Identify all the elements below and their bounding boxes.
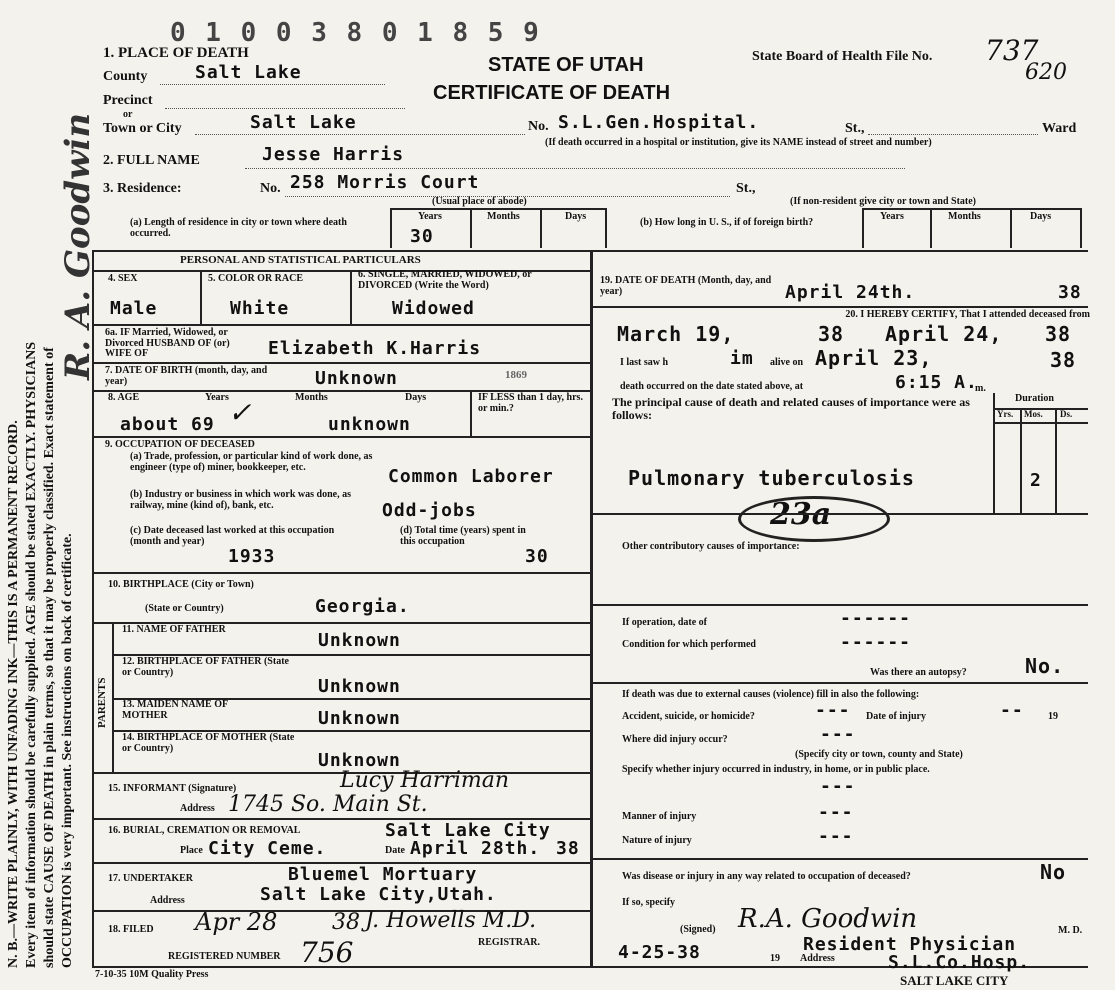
registered-number-value: 756 — [300, 936, 354, 969]
last-saw-value: April 23, — [815, 346, 933, 370]
nonresident-note: (If non-resident give city or town and State) — [790, 196, 977, 207]
informant-label: 15. INFORMANT (Signature) — [108, 783, 237, 794]
birthplace-value: Georgia. — [315, 596, 410, 617]
signed-year-prefix: 19 — [770, 953, 780, 964]
md-label: M. D. — [1058, 925, 1083, 936]
if-so-specify-label: If so, specify — [622, 897, 676, 908]
us-months-label: Months — [948, 211, 981, 222]
usual-abode-note: (Usual place of abode) — [432, 196, 527, 207]
age-days-label: Days — [405, 392, 427, 403]
cause-label: The principal cause of death and related causes of importance were as follows: — [612, 395, 970, 422]
occupation-b-value: Odd-jobs — [382, 500, 477, 521]
attended-from-year: 38 — [818, 322, 845, 346]
alive-on-label: alive on — [770, 357, 804, 368]
attended-to-value: April 24, — [885, 322, 1003, 346]
manner-injury-label: Manner of injury — [622, 811, 697, 822]
residence-st-label: St., — [736, 181, 756, 196]
form-footer: 7-10-35 10M Quality Press — [95, 969, 209, 980]
age-days-value: unknown — [328, 414, 411, 435]
specify-place-note: (Specify city or town, county and State) — [795, 749, 963, 760]
informant-signature: Lucy Harriman — [340, 768, 510, 793]
cause-value: Pulmonary tuberculosis — [628, 466, 915, 490]
other-causes-label: Other contributory causes of importance: — [622, 541, 800, 552]
res-days-label: Days — [565, 211, 587, 222]
physician-address-label: Address — [800, 953, 835, 964]
occupation-related-label: Was disease or injury in any way related to occupation of deceased? — [622, 871, 911, 882]
occupation-a-label: (a) Trade, profession, or particular kind of work done, as engineer (type of) miner, bookkeeper, etc. — [130, 451, 373, 473]
last-saw-year: 38 — [1050, 348, 1077, 372]
burial-value: Salt Lake City — [385, 820, 551, 841]
filed-label: 18. FILED — [108, 924, 154, 935]
undertaker-value: Bluemel Mortuary — [288, 864, 478, 885]
accident-dash: --- — [815, 700, 851, 721]
age-value: about 69 — [120, 414, 215, 435]
injury-date-label: Date of injury — [866, 711, 926, 722]
nature-injury-dash: --- — [818, 826, 854, 847]
father-birthplace-value: Unknown — [318, 676, 401, 697]
where-injury-dash: --- — [820, 724, 856, 745]
marital-label: 6. SINGLE, MARRIED, WIDOWED, or DIVORCED (Write the Word) — [358, 269, 532, 291]
cause-code-value: 23a — [770, 497, 832, 532]
mother-value: Unknown — [318, 708, 401, 729]
death-time-value: 6:15 A. — [895, 372, 978, 393]
state-title: STATE OF UTAH — [488, 54, 644, 76]
spouse-value: Elizabeth K.Harris — [268, 338, 482, 359]
county-value: Salt Lake — [195, 62, 302, 83]
age-check-mark: ✓ — [228, 396, 252, 429]
place-of-death-label: 1. PLACE OF DEATH — [103, 45, 249, 61]
burial-place-label: Place — [180, 845, 203, 856]
condition-label: Condition for which performed — [622, 639, 756, 650]
town-label: Town or City — [103, 121, 182, 136]
specify-injury-label: Specify whether injury occurred in industry, in home, or in public place. — [622, 764, 930, 775]
side-note-1: N. B.—WRITE PLAINLY, WITH UNFADING INK—THIS IS A PERMANENT RECORD. — [6, 420, 21, 968]
undertaker-address-value: Salt Lake City,Utah. — [260, 884, 497, 905]
burial-date-value: April 28th. — [410, 838, 541, 859]
personal-header: PERSONAL AND STATISTICAL PARTICULARS — [180, 254, 421, 266]
file-number-label: State Board of Health File No. — [752, 49, 933, 64]
age-years-label: Years — [205, 392, 229, 403]
autopsy-label: Was there an autopsy? — [870, 667, 967, 678]
hospital-note: (If death occurred in a hospital or institution, give its NAME instead of street and number) — [545, 137, 932, 148]
external-causes-label: If death was due to external causes (violence) fill in also the following: — [622, 689, 920, 700]
foreign-birth-label: (b) How long in U. S., if of foreign birth? — [640, 217, 814, 228]
age-label: 8. AGE — [108, 392, 140, 403]
precinct-label: Precinct — [103, 93, 153, 108]
registrar-signature: J. Howells M.D. — [365, 908, 537, 933]
residence-no-label: No. — [260, 181, 281, 196]
occupation-label: 9. OCCUPATION OF DECEASED — [105, 439, 255, 450]
ward-label: Ward — [1042, 121, 1077, 136]
or-label: or — [123, 109, 133, 120]
serial-number: 0 1 0 0 3 8 0 1 8 5 9 — [170, 18, 541, 48]
res-months-label: Months — [487, 211, 520, 222]
full-name-value: Jesse Harris — [262, 144, 405, 165]
us-years-label: Years — [880, 211, 904, 222]
father-value: Unknown — [318, 630, 401, 651]
attended-from-value: March 19, — [617, 322, 735, 346]
us-days-label: Days — [1030, 211, 1052, 222]
accident-label: Accident, suicide, or homicide? — [622, 711, 755, 722]
cause-duration-value: 2 — [1030, 470, 1042, 491]
mother-birthplace-value: Unknown — [318, 750, 401, 771]
dob-label: 7. DATE OF BIRTH (month, day, and year) — [105, 365, 268, 387]
father-label: 11. NAME OF FATHER — [122, 624, 226, 635]
informant-address-value: 1745 So. Main St. — [228, 792, 428, 817]
injury-year-prefix: 19 — [1048, 711, 1058, 722]
physician-signature: R.A. Goodwin — [738, 904, 918, 934]
signed-date-value: 4-25-38 — [618, 942, 701, 963]
residence-label: 3. Residence: — [103, 181, 182, 196]
specify-injury-dash: --- — [820, 776, 856, 797]
hospital-value: S.L.Gen.Hospital. — [558, 112, 760, 133]
last-saw-label: I last saw h — [620, 357, 669, 368]
side-note-3: should state CAUSE OF DEATH in plain terms, so that it may be properly classified. Exact statement of — [42, 347, 57, 968]
operation-dash: ------ — [840, 608, 912, 629]
burial-year-value: 38 — [556, 838, 580, 859]
manner-injury-dash: --- — [818, 802, 854, 823]
color-label: 5. COLOR OR RACE — [208, 273, 304, 284]
street-label: St., — [845, 121, 865, 136]
informant-address-label: Address — [180, 803, 215, 814]
last-saw-pronoun: im — [730, 348, 754, 369]
burial-place-value: City Ceme. — [208, 838, 327, 859]
physician-city-value: SALT LAKE CITY — [900, 973, 1009, 988]
county-label: County — [103, 69, 148, 84]
certify-label: 20. I HEREBY CERTIFY, That I attended deceased from — [845, 309, 1090, 320]
occupation-c-label: (c) Date deceased last worked at this occupation (month and year) — [130, 525, 335, 547]
parents-label: PARENTS — [96, 677, 108, 728]
mother-label: 13. MAIDEN NAME OF MOTHER — [122, 699, 228, 721]
file-number: 737 — [985, 34, 1039, 67]
side-note-4: OCCUPATION is very important. See instructions on back of certificate. — [60, 533, 75, 968]
birthplace-label: 10. BIRTHPLACE (City or Town) — [108, 579, 254, 590]
spouse-label: 6a. IF Married, Widowed, or Divorced HUSBAND OF (or) WIFE OF — [105, 327, 230, 359]
date-of-death-value: April 24th. — [785, 282, 916, 303]
dob-value: Unknown — [315, 368, 398, 389]
file-number-2: 620 — [1025, 60, 1067, 85]
color-value: White — [230, 298, 290, 319]
duration-yrs-label: Yrs. — [997, 409, 1014, 419]
occupation-b-label: (b) Industry or business in which work was done, as railway, mine (kind of), bank, etc. — [130, 489, 351, 511]
registrar-label: REGISTRAR. — [478, 937, 540, 948]
occupation-a-value: Common Laborer — [388, 466, 554, 487]
side-note-handwritten: R. A. Goodwin — [58, 112, 98, 380]
town-value: Salt Lake — [250, 112, 357, 133]
sex-label: 4. SEX — [108, 273, 138, 284]
where-injury-label: Where did injury occur? — [622, 734, 728, 745]
mother-birthplace-label: 14. BIRTHPLACE OF MOTHER (State or Country) — [122, 732, 295, 754]
attended-to-year: 38 — [1045, 322, 1072, 346]
length-residence-label: (a) Length of residence in city or town where death occurred. — [130, 217, 347, 239]
res-years-value: 30 — [410, 226, 434, 247]
filed-year-value: 38 — [332, 910, 360, 935]
side-note-2: Every item of information should be carefully supplied. AGE should be stated EXACTLY. PHYSICIANS — [24, 341, 39, 968]
physician-address-value: S.L.Co.Hosp. — [888, 952, 1031, 973]
burial-date-label: Date — [385, 845, 405, 856]
injury-date-dash: -- — [1000, 700, 1024, 721]
operation-label: If operation, date of — [622, 617, 707, 628]
occupation-d-label: (d) Total time (years) spent in this occupation — [400, 525, 526, 547]
physician-title-value: Resident Physician — [803, 934, 1017, 955]
date-of-death-year: 38 — [1058, 282, 1082, 303]
less-than-day-label: IF LESS than 1 day, hrs. or min.? — [478, 392, 583, 414]
autopsy-value: No. — [1025, 654, 1065, 678]
duration-mos-label: Mos. — [1024, 409, 1043, 419]
father-birthplace-label: 12. BIRTHPLACE OF FATHER (State or Country) — [122, 656, 289, 678]
age-months-label: Months — [295, 392, 328, 403]
marital-value: Widowed — [392, 298, 475, 319]
occupation-c-value: 1933 — [228, 546, 276, 567]
residence-value: 258 Morris Court — [290, 172, 480, 193]
occupation-related-value: No — [1040, 860, 1067, 884]
nature-injury-label: Nature of injury — [622, 835, 692, 846]
burial-label: 16. BURIAL, CREMATION OR REMOVAL — [108, 825, 301, 836]
registered-number-label: REGISTERED NUMBER — [168, 951, 281, 962]
condition-dash: ------ — [840, 632, 912, 653]
occupation-d-value: 30 — [525, 546, 549, 567]
filed-value: Apr 28 — [195, 908, 278, 936]
date-of-death-label: 19. DATE OF DEATH (Month, day, and year) — [600, 275, 772, 297]
res-years-label: Years — [418, 211, 442, 222]
dob-note: 1869 — [505, 369, 527, 381]
full-name-label: 2. FULL NAME — [103, 153, 200, 168]
death-time-m-label: m. — [975, 383, 986, 394]
signed-label: (Signed) — [680, 924, 716, 935]
undertaker-label: 17. UNDERTAKER — [108, 873, 194, 884]
death-time-label: death occurred on the date stated above, at — [620, 381, 804, 392]
duration-ds-label: Ds. — [1060, 409, 1073, 419]
undertaker-address-label: Address — [150, 895, 185, 906]
birthplace-state-label: (State or Country) — [145, 603, 224, 614]
sex-value: Male — [110, 298, 158, 319]
hospital-no-label: No. — [528, 119, 549, 134]
certificate-title: CERTIFICATE OF DEATH — [433, 82, 671, 104]
duration-label: Duration — [1015, 393, 1054, 404]
